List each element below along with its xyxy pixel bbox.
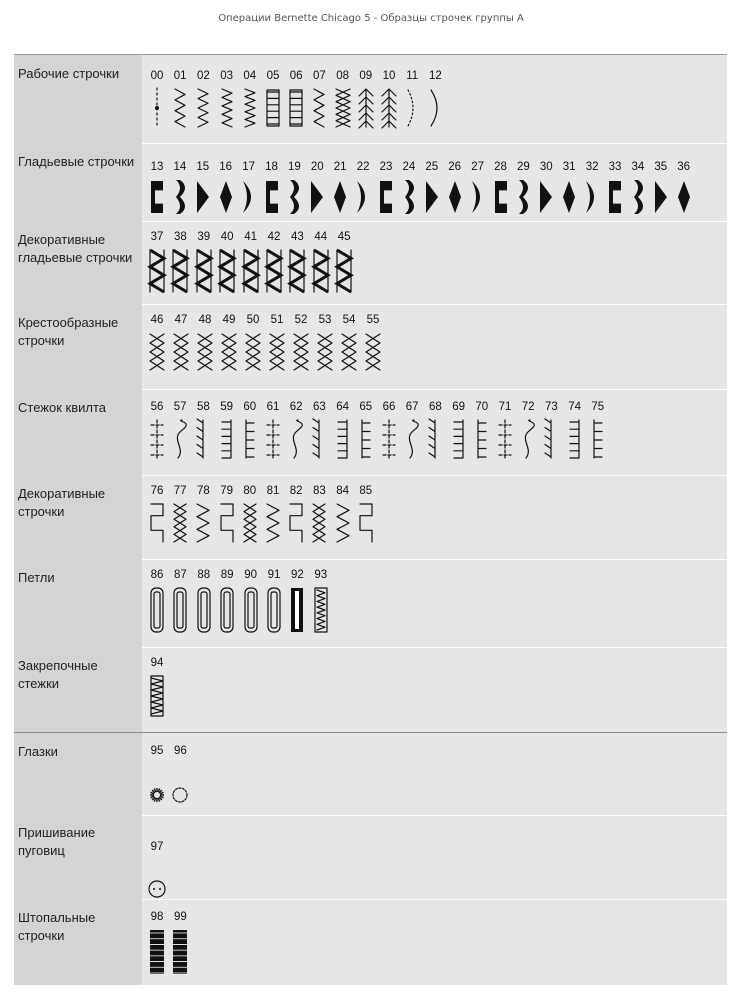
group-label: Крестообразные строчки	[18, 315, 119, 348]
stitch-number: 14	[173, 161, 187, 173]
stitch-pattern-icon	[468, 177, 488, 217]
stitch-number: 92	[290, 569, 304, 581]
stitch-number: 09	[359, 70, 373, 82]
stitch-pattern-icon	[170, 501, 190, 545]
stitch-pattern-icon	[284, 177, 304, 217]
group-label-cell	[14, 55, 142, 143]
stitch-pattern-icon	[286, 417, 306, 461]
group-label-cell	[14, 814, 142, 899]
stitch-pattern-icon	[311, 585, 331, 635]
stitch-pattern-icon	[425, 417, 445, 461]
group-label-cell	[14, 143, 142, 221]
stitch-samples	[142, 304, 727, 389]
stitch-pattern-icon	[194, 585, 214, 635]
stitch-pattern-icon	[170, 927, 190, 977]
stitch-pattern-icon	[147, 585, 167, 635]
stitch-table	[14, 54, 727, 985]
stitch-pattern-icon	[582, 177, 602, 217]
stitch-pattern-icon	[356, 86, 376, 130]
stitch-number: 86	[150, 569, 164, 581]
group-label-cell	[14, 559, 142, 647]
stitch-pattern-icon	[309, 86, 329, 130]
stitch-number: 21	[333, 161, 347, 173]
stitch-number: 11	[406, 70, 419, 82]
stitch-pattern-icon	[263, 417, 283, 461]
stitch-pattern-icon	[263, 86, 283, 130]
stitch-number: 63	[312, 401, 326, 413]
stitch-number: 76	[150, 485, 164, 497]
group-label-cell	[14, 647, 142, 732]
stitch-pattern-icon	[240, 501, 260, 545]
stitch-number: 12	[428, 70, 442, 82]
stitch-pattern-icon	[147, 247, 167, 295]
stitch-number: 51	[270, 314, 284, 326]
stitch-number: 06	[289, 70, 303, 82]
stitch-number: 28	[494, 161, 507, 173]
stitch-pattern-icon	[217, 247, 237, 295]
stitch-pattern-icon	[559, 177, 579, 217]
stitch-number: 43	[290, 231, 304, 243]
stitch-pattern-icon	[445, 177, 465, 217]
stitch-pattern-icon	[315, 330, 335, 374]
stitch-pattern-icon	[565, 417, 585, 461]
stitch-pattern-icon	[264, 247, 284, 295]
stitch-number: 20	[310, 161, 324, 173]
stitch-pattern-icon	[170, 247, 190, 295]
stitch-number: 22	[356, 161, 370, 173]
stitch-number: 67	[405, 401, 419, 413]
stitch-samples	[142, 559, 727, 647]
group-label: Декоративные строчки	[18, 486, 106, 519]
document-title: Операции Bernette Chicago 5 - Образцы строчек группы А	[218, 13, 524, 24]
stitch-number: 96	[173, 745, 187, 757]
stitch-number: 08	[336, 70, 349, 82]
stitch-group-row	[14, 647, 727, 733]
stitch-group-row	[14, 143, 727, 222]
stitch-pattern-icon	[311, 247, 331, 295]
stitch-number: 58	[196, 401, 210, 413]
stitch-pattern-icon	[353, 177, 373, 217]
stitch-number: 37	[150, 231, 164, 243]
stitch-pattern-icon	[309, 501, 329, 545]
stitch-number: 98	[150, 911, 164, 923]
stitch-pattern-icon	[422, 177, 442, 217]
stitch-pattern-icon	[334, 247, 354, 295]
stitch-number: 70	[475, 401, 489, 413]
stitch-group-row	[14, 304, 727, 390]
stitch-group-row	[14, 475, 727, 560]
stitch-number: 78	[196, 485, 210, 497]
stitch-number: 61	[266, 401, 280, 413]
stitch-pattern-icon	[170, 177, 190, 217]
stitch-number: 64	[336, 401, 349, 413]
stitch-number: 54	[342, 314, 356, 326]
stitch-pattern-icon	[217, 86, 237, 130]
stitch-group-row	[14, 814, 727, 900]
stitch-number: 75	[591, 401, 605, 413]
stitch-number: 55	[366, 314, 380, 326]
stitch-pattern-icon	[243, 330, 263, 374]
stitch-number: 46	[150, 314, 164, 326]
stitch-pattern-icon	[588, 417, 608, 461]
stitch-pattern-icon	[217, 585, 237, 635]
stitch-pattern-icon	[674, 177, 694, 217]
group-label-cell	[14, 304, 142, 389]
stitch-pattern-icon	[379, 417, 399, 461]
stitch-group-row	[14, 55, 727, 144]
stitch-number: 74	[568, 401, 581, 413]
stitch-number: 02	[196, 70, 210, 82]
stitch-pattern-icon	[147, 501, 167, 545]
stitch-number: 97	[150, 841, 164, 853]
stitch-samples	[142, 55, 727, 143]
stitch-pattern-icon	[195, 330, 215, 374]
stitch-number: 35	[654, 161, 668, 173]
stitch-pattern-icon	[291, 330, 311, 374]
stitch-pattern-icon	[194, 247, 214, 295]
stitch-pattern-icon	[193, 501, 213, 545]
stitch-pattern-icon	[491, 177, 511, 217]
stitch-pattern-icon	[217, 501, 237, 545]
stitch-number: 19	[287, 161, 301, 173]
stitch-number: 13	[150, 161, 164, 173]
stitch-number: 87	[173, 569, 187, 581]
stitch-number: 32	[585, 161, 599, 173]
stitch-number: 53	[318, 314, 332, 326]
stitch-number: 77	[173, 485, 187, 497]
group-label-cell	[14, 389, 142, 475]
stitch-number: 40	[220, 231, 234, 243]
stitch-pattern-icon	[333, 417, 353, 461]
stitch-pattern-icon	[495, 417, 515, 461]
stitch-number: 85	[359, 485, 373, 497]
stitch-number: 48	[198, 314, 212, 326]
stitch-number: 69	[452, 401, 465, 413]
stitch-pattern-icon	[363, 330, 383, 374]
stitch-pattern-icon	[170, 761, 190, 807]
stitch-number: 04	[243, 70, 257, 82]
stitch-number: 05	[266, 70, 280, 82]
stitch-number: 84	[336, 485, 349, 497]
stitch-pattern-icon	[333, 86, 353, 130]
stitch-number: 59	[220, 401, 233, 413]
stitch-number: 25	[425, 161, 439, 173]
stitch-samples	[142, 899, 727, 985]
stitch-pattern-icon	[541, 417, 561, 461]
stitch-pattern-icon	[241, 585, 261, 635]
stitch-pattern-icon	[240, 86, 260, 130]
stitch-pattern-icon	[147, 761, 167, 807]
stitch-number: 34	[631, 161, 645, 173]
stitch-number: 27	[471, 161, 484, 173]
stitch-number: 56	[150, 401, 164, 413]
stitch-pattern-icon	[287, 247, 307, 295]
stitch-number: 30	[539, 161, 553, 173]
stitch-number: 68	[428, 401, 442, 413]
stitch-number: 24	[402, 161, 416, 173]
stitch-samples	[142, 647, 727, 732]
stitch-pattern-icon	[193, 177, 213, 217]
stitch-number: 29	[516, 161, 530, 173]
stitch-pattern-icon	[267, 330, 287, 374]
stitch-pattern-icon	[219, 330, 239, 374]
stitch-pattern-icon	[147, 673, 167, 719]
stitch-number: 72	[521, 401, 535, 413]
stitch-pattern-icon	[376, 177, 396, 217]
group-label: Штопальные строчки	[18, 910, 96, 943]
stitch-pattern-icon	[240, 417, 260, 461]
stitch-samples	[142, 221, 727, 304]
stitch-pattern-icon	[605, 177, 625, 217]
stitch-pattern-icon	[333, 501, 353, 545]
stitch-pattern-icon	[449, 417, 469, 461]
stitch-pattern-icon	[263, 501, 283, 545]
stitch-number: 41	[244, 231, 257, 243]
stitch-pattern-icon	[170, 417, 190, 461]
stitch-number: 93	[314, 569, 328, 581]
stitch-pattern-icon	[147, 857, 167, 901]
stitch-pattern-icon	[241, 247, 261, 295]
stitch-pattern-icon	[170, 86, 190, 130]
stitch-pattern-icon	[518, 417, 538, 461]
stitch-pattern-icon	[286, 501, 306, 545]
stitch-samples	[142, 475, 727, 559]
stitch-number: 88	[197, 569, 211, 581]
stitch-number: 18	[265, 161, 278, 173]
stitch-number: 01	[173, 70, 187, 82]
stitch-group-row	[14, 559, 727, 648]
group-label: Глазки	[18, 744, 58, 759]
stitch-pattern-icon	[628, 177, 648, 217]
stitch-number: 31	[562, 161, 576, 173]
stitch-number: 52	[294, 314, 308, 326]
stitch-pattern-icon	[402, 86, 422, 130]
stitch-number: 36	[677, 161, 691, 173]
stitch-samples	[142, 814, 727, 899]
group-label: Гладьевые строчки	[18, 154, 135, 169]
stitch-pattern-icon	[356, 501, 376, 545]
stitch-number: 80	[243, 485, 257, 497]
stitch-pattern-icon	[147, 177, 167, 217]
stitch-number: 07	[312, 70, 326, 82]
stitch-number: 39	[197, 231, 211, 243]
group-label-cell	[14, 899, 142, 985]
stitch-group-row	[14, 221, 727, 305]
group-label: Пришивание пуговиц	[18, 825, 96, 858]
stitch-number: 50	[246, 314, 260, 326]
stitch-pattern-icon	[147, 927, 167, 977]
stitch-pattern-icon	[287, 585, 307, 635]
stitch-pattern-icon	[286, 86, 306, 130]
stitch-pattern-icon	[472, 417, 492, 461]
stitch-pattern-icon	[399, 177, 419, 217]
stitch-number: 10	[382, 70, 396, 82]
stitch-pattern-icon	[356, 417, 376, 461]
stitch-number: 16	[219, 161, 233, 173]
stitch-pattern-icon	[217, 417, 237, 461]
stitch-number: 45	[337, 231, 351, 243]
stitch-number: 42	[267, 231, 281, 243]
stitch-number: 71	[498, 401, 512, 413]
stitch-pattern-icon	[536, 177, 556, 217]
group-label-cell	[14, 733, 142, 815]
stitch-number: 03	[220, 70, 233, 82]
stitch-number: 89	[220, 569, 234, 581]
stitch-group-row	[14, 389, 727, 476]
stitch-pattern-icon	[171, 330, 191, 374]
stitch-pattern-icon	[147, 86, 167, 130]
stitch-number: 65	[359, 401, 373, 413]
stitch-number: 95	[150, 745, 164, 757]
stitch-pattern-icon	[309, 417, 329, 461]
stitch-number: 49	[222, 314, 236, 326]
group-label: Закрепочные стежки	[18, 658, 98, 691]
group-label: Рабочие строчки	[18, 66, 120, 81]
stitch-pattern-icon	[262, 177, 282, 217]
stitch-number: 82	[289, 485, 303, 497]
stitch-pattern-icon	[216, 177, 236, 217]
stitch-pattern-icon	[193, 86, 213, 130]
stitch-number: 44	[314, 231, 328, 243]
stitch-number: 66	[382, 401, 396, 413]
stitch-pattern-icon	[379, 86, 399, 130]
stitch-number: 99	[173, 911, 187, 923]
stitch-pattern-icon	[513, 177, 533, 217]
group-label: Декоративные гладьевые строчки	[18, 232, 133, 265]
stitch-pattern-icon	[425, 86, 445, 130]
stitch-number: 73	[544, 401, 558, 413]
group-label-cell	[14, 221, 142, 304]
stitch-samples	[142, 733, 727, 815]
stitch-number: 23	[379, 161, 393, 173]
stitch-number: 91	[267, 569, 281, 581]
stitch-samples	[142, 389, 727, 475]
stitch-pattern-icon	[264, 585, 284, 635]
stitch-pattern-icon	[193, 417, 213, 461]
stitch-pattern-icon	[339, 330, 359, 374]
stitch-number: 26	[448, 161, 462, 173]
stitch-number: 83	[312, 485, 326, 497]
stitch-number: 62	[289, 401, 303, 413]
group-label: Стежок квилта	[18, 400, 106, 415]
stitch-pattern-icon	[307, 177, 327, 217]
stitch-number: 79	[220, 485, 233, 497]
stitch-pattern-icon	[170, 585, 190, 635]
stitch-pattern-icon	[147, 330, 167, 374]
stitch-number: 57	[173, 401, 187, 413]
stitch-number: 17	[242, 161, 255, 173]
stitch-pattern-icon	[402, 417, 422, 461]
stitch-number: 33	[608, 161, 622, 173]
stitch-group-row	[14, 732, 727, 816]
stitch-pattern-icon	[147, 417, 167, 461]
stitch-number: 60	[243, 401, 257, 413]
group-label: Петли	[18, 570, 55, 585]
stitch-number: 15	[196, 161, 210, 173]
stitch-number: 47	[174, 314, 188, 326]
stitch-number: 00	[150, 70, 164, 82]
stitch-pattern-icon	[330, 177, 350, 217]
stitch-pattern-icon	[239, 177, 259, 217]
stitch-group-row	[14, 899, 727, 986]
stitch-samples	[142, 143, 727, 221]
stitch-number: 81	[266, 485, 280, 497]
group-label-cell	[14, 475, 142, 559]
stitch-number: 38	[173, 231, 187, 243]
stitch-pattern-icon	[651, 177, 671, 217]
stitch-number: 90	[244, 569, 257, 581]
stitch-number: 94	[150, 657, 164, 669]
